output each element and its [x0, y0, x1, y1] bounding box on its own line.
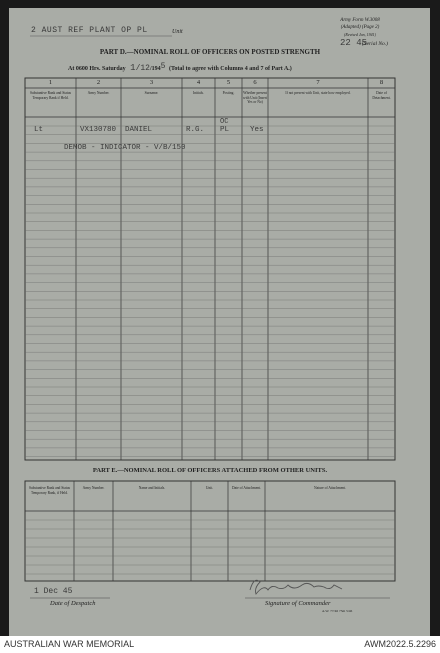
part-d-column-number: 4 [196, 79, 201, 86]
form-ref-line: (Adapted) (Page 2) [340, 25, 380, 30]
part-e-column-header: Date of Attachment. [231, 486, 262, 490]
demob-note: DEMOB - INDICATOR - V/B/150 [64, 144, 186, 152]
entry-initials: R.G. [186, 126, 205, 134]
part-e-column-header: Name and Initials. [138, 486, 166, 490]
printer-mark: A.W. 77/46 75m 5/46 [322, 609, 353, 613]
part-e-title: PART E.—NOMINAL ROLL OF OFFICERS ATTACHED FROM OTHER UNITS. [92, 467, 328, 474]
unit-name: 2 AUST REF PLANT OP PL [31, 26, 148, 35]
part-e-column-header: Nature of Attachment. [313, 486, 347, 490]
part-d-column-header: Army Number. [87, 91, 110, 95]
form-ref-line: (Revised Jan, 1941) [344, 32, 376, 37]
commander-signature [250, 580, 342, 594]
part-d-column-header: If not present with Unit, state how employed. [285, 91, 351, 95]
unit-label: Unit [172, 29, 183, 35]
date-month: /12 [135, 64, 150, 73]
part-e-column-header: Army Number. [82, 486, 105, 490]
date-suffix: (Total to agree with Columns 4 and 7 of Part A.) [168, 66, 292, 72]
part-d-column-number: 2 [96, 79, 101, 86]
part-d-column-header: Whether present with Unit (Insert Yes or No) [243, 91, 267, 105]
part-d-column-header: Substantive Rank and Status Temporary Rank if Held. [29, 91, 72, 100]
part-d-column-number: 1 [48, 79, 53, 86]
archive-footer [0, 636, 440, 653]
form-reference [330, 17, 390, 38]
date-year: 5 [160, 62, 166, 71]
entry-army-number: VX130780 [80, 126, 117, 134]
part-d-column-number: 6 [253, 79, 257, 86]
form-ref-line: Army Form W.3008 [340, 18, 380, 23]
part-d-column-number: 8 [379, 79, 384, 86]
entry-surname: DANIEL [125, 126, 153, 134]
part-d-column-header: Date of Detachment. [372, 91, 391, 100]
entry-present: Yes [250, 126, 264, 134]
footer-accession: AWM2022.5.2296 [364, 639, 436, 649]
date-mid: /194 [149, 66, 161, 72]
part-d-column-header: Initials. [193, 91, 204, 95]
part-d-column-number: 5 [226, 79, 231, 86]
date-prefix: At 0600 Hrs. Saturday [68, 66, 126, 72]
part-d-title: PART D.—NOMINAL ROLL OF OFFICERS ON POSTED STRENGTH [99, 48, 321, 56]
despatch-date: 1 Dec 45 [34, 587, 73, 596]
part-e-column-header: Substantive Rank and Status Temporary Rank, if Held. [28, 486, 71, 495]
part-d-column-number: 3 [149, 79, 154, 86]
footer-institution: AUSTRALIAN WAR MEMORIAL [4, 639, 135, 649]
part-e-column-header: Unit. [205, 486, 214, 490]
part-d-column-header: Surname. [144, 91, 159, 95]
entry-rank: Lt [34, 126, 44, 134]
entry-posting-line2: PL [220, 126, 230, 134]
date-day: 1 [130, 63, 136, 73]
despatch-label: Date of Despatch [50, 600, 96, 607]
serial-label: (Serial No.) [362, 41, 388, 47]
entry-posting-line1: OC [220, 118, 229, 126]
part-d-column-number: 7 [316, 79, 320, 86]
part-d-column-header: Posting. [222, 91, 235, 95]
serial-number: 22 45 [340, 38, 368, 48]
part-d-date-line [68, 62, 292, 73]
commander-label: Signature of Commander [265, 600, 331, 607]
